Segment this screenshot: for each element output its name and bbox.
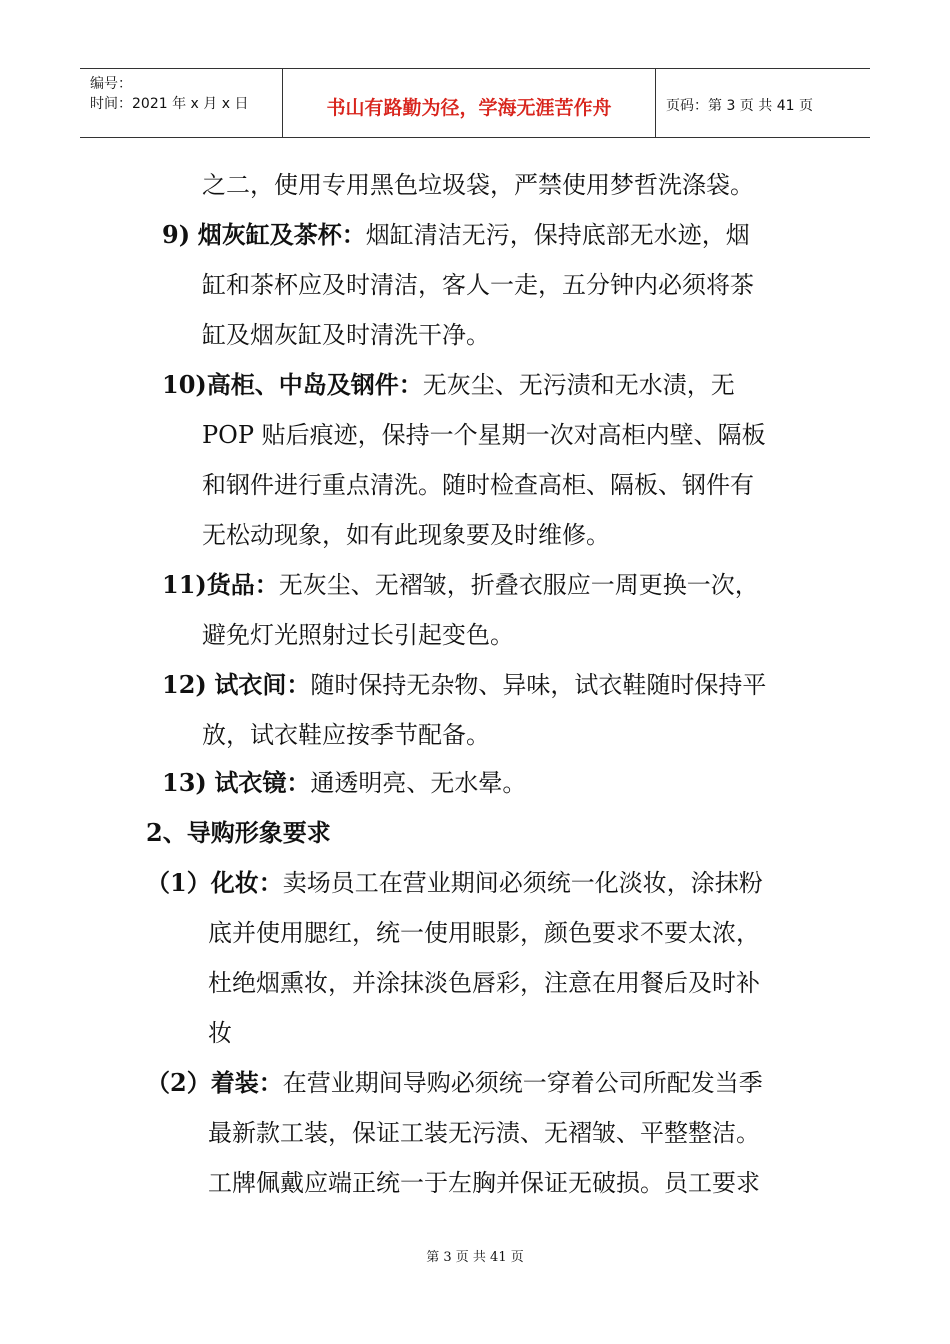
item-title: 化妆： (210, 868, 283, 897)
header-motto: 书山有路勤为径，学海无涯苦作舟 (326, 97, 612, 119)
section-heading: 2、导购形象要求 (146, 818, 331, 847)
item-number: 10) (162, 370, 207, 399)
item-text: 随时保持无杂物、异味，试衣鞋随时保持平 (310, 671, 767, 699)
item-text: 无灰尘、无褶皱，折叠衣服应一周更换一次， (278, 571, 759, 599)
item-title: 着装： (210, 1068, 283, 1097)
header-meta-cell (80, 69, 282, 137)
item-text: 在营业期间导购必须统一穿着公司所配发当季 (282, 1069, 763, 1097)
item-number: （2） (146, 1068, 211, 1097)
item-number: 12) (162, 670, 207, 699)
item-text: 卖场员工在营业期间必须统一化淡妆，涂抹粉 (282, 869, 763, 897)
list-item-13 (162, 768, 526, 798)
list-item-9 (162, 220, 750, 250)
text-line: 缸和茶杯应及时清洁，客人一走，五分钟内必须将茶 (202, 271, 754, 299)
item-title: 高柜、中岛及钢件： (206, 370, 423, 399)
text-line: 底并使用腮红，统一使用眼影，颜色要求不要太浓， (208, 919, 760, 947)
text-line: 之二，使用专用黑色垃圾袋，严禁使用梦哲洗涤袋。 (202, 171, 754, 199)
date-label: 时间：2021 年 x 月 x 日 (90, 96, 249, 112)
item-number: （1） (146, 868, 211, 897)
header-page-info: 页码：第 3 页 共 41 页 (666, 98, 813, 114)
page-header (80, 68, 870, 138)
item-text: 烟缸清洁无污，保持底部无水迹，烟 (365, 221, 750, 249)
item-number: 9) (162, 220, 191, 249)
sub-item-1 (146, 868, 763, 898)
text-line: 杜绝烟熏妆，并涂抹淡色唇彩，注意在用餐后及时补 (208, 969, 760, 997)
list-item-10 (162, 370, 735, 400)
text-line: 避免灯光照射过长引起变色。 (202, 621, 514, 649)
item-title: 货品： (206, 570, 279, 599)
text-line: 最新款工装，保证工装无污渍、无褶皱、平整整洁。 (208, 1119, 760, 1147)
item-title: 试衣镜： (214, 768, 311, 797)
text-line: 缸及烟灰缸及时清洗干净。 (202, 321, 490, 349)
sub-item-2 (146, 1068, 763, 1098)
page-footer: 第 3 页 共 41 页 (426, 1250, 524, 1265)
item-text: 无灰尘、无污渍和无水渍，无 (422, 371, 735, 399)
item-number: 13) (162, 768, 207, 797)
list-item-11 (162, 570, 759, 600)
item-text: 通透明亮、无水晕。 (310, 769, 527, 797)
text-line: 妆 (208, 1019, 232, 1047)
item-title: 试衣间： (214, 670, 311, 699)
item-number: 11) (162, 570, 207, 599)
text-line: 放，试衣鞋应按季节配备。 (202, 721, 490, 749)
text-line: POP 贴后痕迹，保持一个星期一次对高柜内壁、隔板 (202, 421, 766, 449)
text-line: 和钢件进行重点清洗。随时检查高柜、隔板、钢件有 (202, 471, 754, 499)
text-line: 工牌佩戴应端正统一于左胸并保证无破损。员工要求 (208, 1169, 760, 1197)
text-line: 无松动现象，如有此现象要及时维修。 (202, 521, 610, 549)
header-page-cell (656, 69, 870, 137)
item-title: 烟灰缸及茶杯： (197, 220, 366, 249)
list-item-12 (162, 670, 766, 700)
header-motto-cell (282, 69, 656, 137)
code-label: 编号： (90, 76, 132, 92)
